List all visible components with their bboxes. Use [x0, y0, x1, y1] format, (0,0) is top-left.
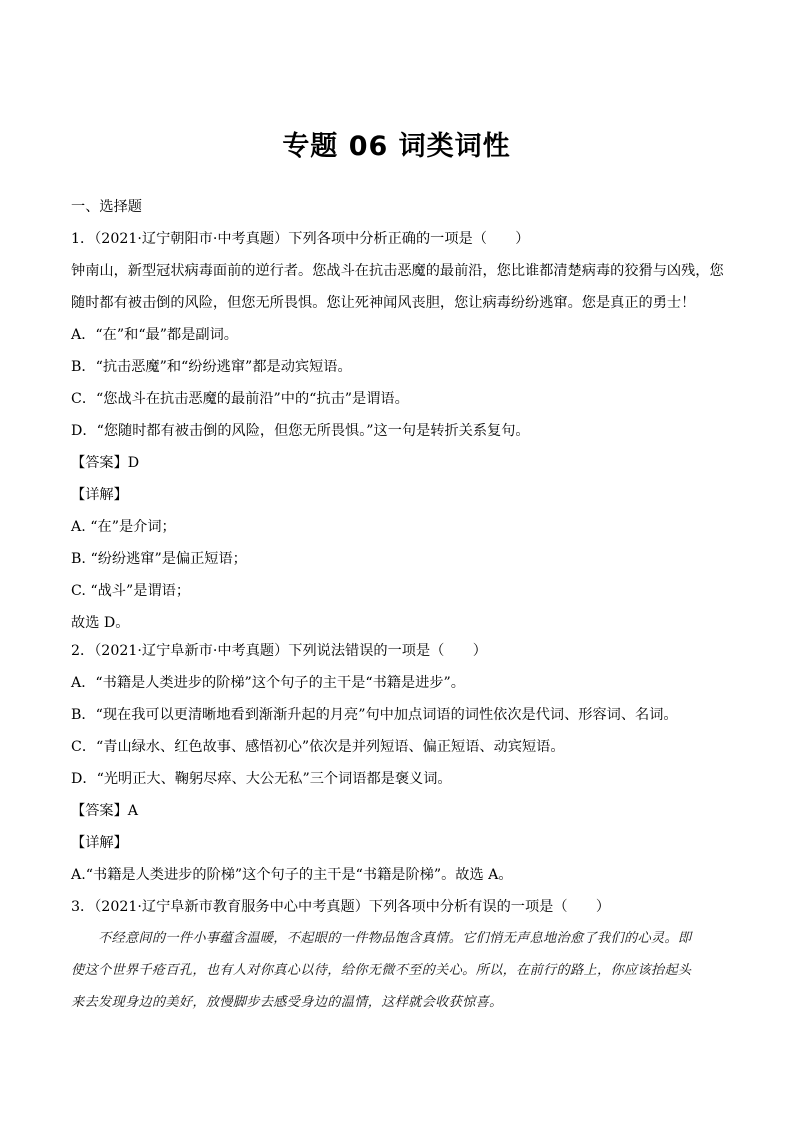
section-heading: 一、选择题	[71, 199, 142, 215]
question-3-passage-line-3: 来去发现身边的美好，放慢脚步去感受身边的温情，这样就会收获惊喜。	[71, 995, 503, 1010]
question-2-option-c: C．“青山绿水、红色故事、感悟初心”依次是并列短语、偏正短语、动宾短语。	[71, 739, 565, 755]
question-1-stem: 1．（2021·辽宁朝阳市·中考真题）下列各项中分析正确的一项是（ ）	[71, 231, 530, 247]
question-3-passage-line-1: 不经意间的一件小事蕴含温暖，不起眼的一件物品饱含真情。它们悄无声息地治愈了我们的心灵。即	[71, 931, 692, 946]
question-1-detail-c: C. “战斗”是谓语；	[71, 583, 191, 599]
question-1-option-a: A．“在”和“最”都是副词。	[71, 327, 238, 343]
question-1-answer: 【答案】D	[71, 455, 140, 471]
question-1-option-b: B．“抗击恶魔”和“纷纷逃窜”都是动宾短语。	[71, 359, 352, 375]
question-1-detail-heading: 【详解】	[71, 487, 128, 503]
question-2-option-a: A．“书籍是人类进步的阶梯”这个句子的主干是“书籍是进步”。	[71, 675, 465, 691]
question-2-detail-a: A.“书籍是人类进步的阶梯”这个句子的主干是“书籍是阶梯”。故选 A。	[71, 867, 513, 883]
question-1-detail-b: B. “纷纷逃窜”是偏正短语；	[71, 551, 247, 567]
question-1-option-d: D．“您随时都有被击倒的风险，但您无所畏惧。”这一句是转折关系复句。	[71, 423, 530, 439]
question-1-passage-line-2: 随时都有被击倒的风险，但您无所畏惧。您让死神闻风丧胆，您让病毒纷纷逃窜。您是真正的勇士！	[71, 295, 696, 311]
question-2-option-d: D．“光明正大、鞠躬尽瘁、大公无私”三个词语都是褒义词。	[71, 771, 452, 787]
question-2-detail-heading: 【详解】	[71, 835, 128, 851]
question-3-passage-line-2: 使这个世界千疮百孔，也有人对你真心以待，给你无微不至的关心。所以，在前行的路上，你应该抬起头	[71, 963, 692, 978]
question-2-stem: 2．（2021·辽宁阜新市·中考真题）下列说法错误的一项是（ ）	[71, 643, 487, 659]
question-1-passage-line-1: 钟南山，新型冠状病毒面前的逆行者。您战斗在抗击恶魔的最前沿，您比谁都清楚病毒的狡猾与凶残，您	[71, 263, 724, 279]
question-2-answer: 【答案】A	[71, 803, 138, 819]
question-3-stem: 3．（2021·辽宁阜新市教育服务中心中考真题）下列各项中分析有误的一项是（ ）	[71, 899, 611, 915]
question-2-option-b: B．“现在我可以更清晰地看到渐渐升起的月亮”句中加点词语的词性依次是代词、形容词、名词。	[71, 707, 678, 723]
question-1-detail-a: A. “在”是介词；	[71, 519, 176, 535]
page-title: 专题 06 词类词性	[282, 131, 511, 162]
question-1-option-c: C．“您战斗在抗击恶魔的最前沿”中的“抗击”是谓语。	[71, 391, 409, 407]
question-1-conclusion: 故选 D。	[71, 615, 130, 631]
